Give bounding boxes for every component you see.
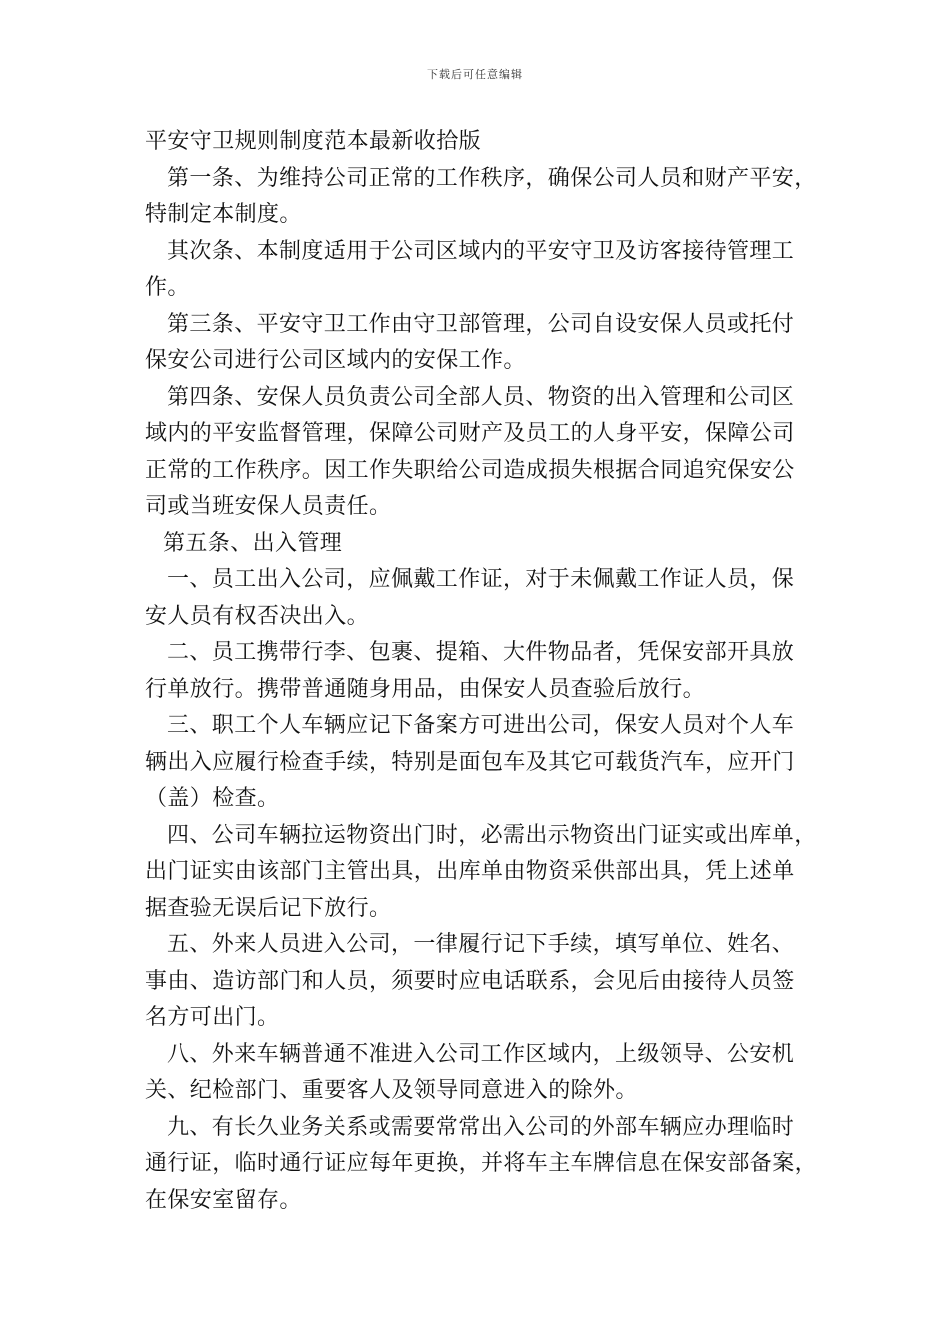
paragraph-line: （盖）检查。 — [145, 786, 280, 811]
document-body — [145, 124, 817, 1219]
paragraph-line: 九、有长久业务关系或需要常常出入公司的外部车辆应办理临时 — [167, 1114, 795, 1140]
paragraph-line: 在保安室留存。 — [145, 1187, 302, 1213]
paragraph-line: 正常的工作秩序。因工作失职给公司造成损失根据合同追究保安公 — [145, 457, 795, 483]
page-header-note: 下载后可任意编辑 — [427, 68, 523, 81]
paragraph-line: 一、员工出入公司，应佩戴工作证，对于未佩戴工作证人员，保 — [167, 567, 795, 592]
paragraph-line: 辆出入应履行检查手续，特别是面包车及其它可载货汽车，应开门 — [145, 749, 795, 775]
document-title: 平安守卫规则制度范本最新收拾版 — [145, 129, 482, 154]
paragraph-line: 作。 — [145, 275, 190, 300]
paragraph-line: 域内的平安监督管理，保障公司财产及员工的人身平安，保障公司 — [145, 421, 795, 446]
paragraph-line: 行单放行。携带普通随身用品，由保安人员查验后放行。 — [145, 676, 706, 702]
paragraph-line: 第四条、安保人员负责公司全部人员、物资的出入管理和公司区 — [167, 384, 795, 410]
paragraph-line: 出门证实由该部门主管出具，出库单由物资采供部出具，凭上述单 — [145, 859, 795, 884]
paragraph-line: 八、外来车辆普通不准进入公司工作区域内，上级领导、公安机 — [167, 1041, 795, 1067]
paragraph-line: 五、外来人员进入公司，一律履行记下手续，填写单位、姓名、 — [167, 932, 795, 957]
paragraph-line: 保安公司进行公司区域内的安保工作。 — [145, 348, 526, 373]
paragraph-line: 二、员工携带行李、包裹、提箱、大件物品者，凭保安部开具放 — [167, 640, 795, 665]
paragraph-line: 四、公司车辆拉运物资出门时，必需出示物资出门证实或出库单， — [167, 822, 817, 848]
paragraph-line: 据查验无误后记下放行。 — [145, 895, 392, 921]
paragraph-line: 名方可出门。 — [145, 1005, 280, 1030]
paragraph-line: 特制定本制度。 — [145, 202, 302, 227]
paragraph-line: 其次条、本制度适用于公司区域内的平安守卫及访客接待管理工 — [167, 238, 795, 264]
section-heading: 第五条、出入管理 — [163, 530, 343, 556]
paragraph-line: 三、职工个人车辆应记下备案方可进出公司，保安人员对个人车 — [167, 713, 795, 738]
paragraph-line: 第三条、平安守卫工作由守卫部管理，公司自设安保人员或托付 — [167, 311, 795, 337]
paragraph-line: 通行证，临时通行证应每年更换，并将车主车牌信息在保安部备案， — [145, 1151, 818, 1176]
paragraph-line: 第一条、为维持公司正常的工作秩序，确保公司人员和财产平安， — [167, 165, 817, 191]
paragraph-line: 安人员有权否决出入。 — [145, 603, 370, 629]
paragraph-line: 司或当班安保人员责任。 — [145, 494, 392, 519]
paragraph-line: 事由、造访部门和人员，须要时应电话联系，会见后由接待人员签 — [145, 968, 795, 994]
paragraph-line: 关、纪检部门、重要客人及领导同意进入的除外。 — [145, 1078, 638, 1103]
